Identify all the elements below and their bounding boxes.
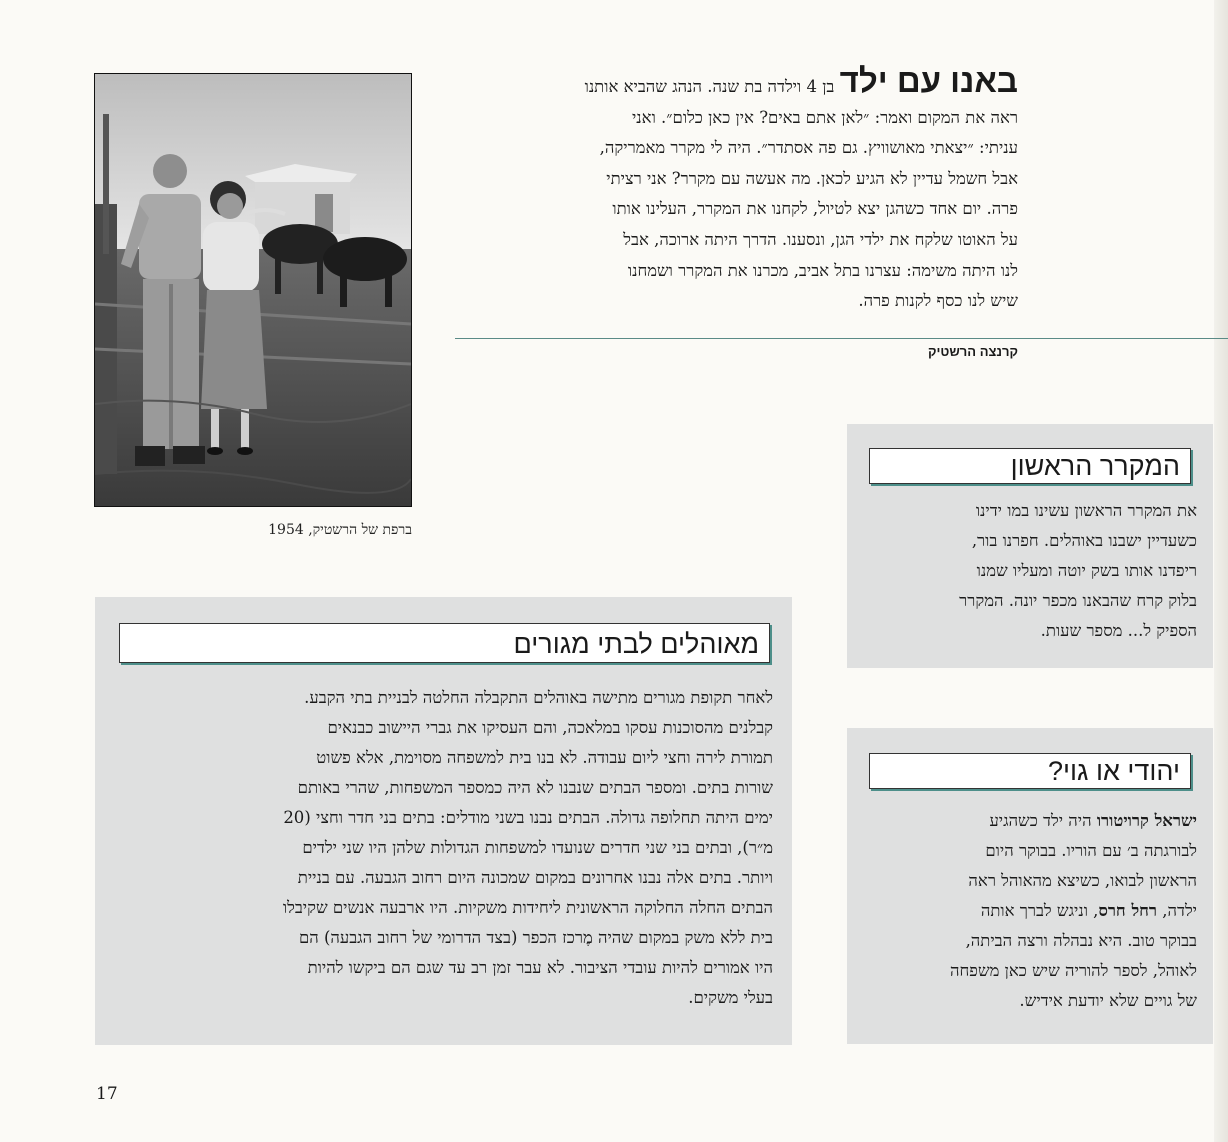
box-line: הראשון לבואו, כשיצא מהאוהל ראה (968, 871, 1197, 890)
box-line: הספיק ל... מספר שעות. (1040, 621, 1197, 640)
box-title: מאוהלים לבתי מגורים (119, 623, 770, 663)
box-line: תמורת לירה וחצי ליום עבודה. לא בנו בית למשפחה מסוימת, אלא פשוט (316, 748, 773, 767)
historical-photo (95, 74, 411, 506)
intro-line-2: ראה את המקום ואמר: ״לאן אתם באים? אין כאן כלום״. ואני (631, 107, 1018, 127)
page-edge (1214, 0, 1228, 1142)
box-body (863, 496, 1197, 646)
box-line: בלוק קרח שהבאנו מכפר יונה. המקרר (959, 591, 1197, 610)
divider-rule (455, 338, 1228, 339)
intro-line-4: אבל חשמל עדיין לא הגיע לכאן. מה אעשה עם מקרר? אני רציתי (606, 168, 1018, 188)
box-line: את המקרר הראשון עשינו במו ידינו (975, 501, 1197, 520)
box-line: ימים היתה תחלופה גדולה. הבתים נבנו בשני מודלים: בתים בני חדר וחצי (20 (283, 808, 773, 827)
box-line: בעלי משקים. (688, 988, 773, 1007)
person-name: רחל חרס (1098, 901, 1158, 920)
box-line: קבלנים מהסוכנות עסקו במלאכה, והם העסיקו את גברי היישוב כבנאים (327, 718, 773, 737)
box-line: מ״ר), ובתים בני שני חדרים שנועדו למשפחות הגדולות שלהן היו שני ילדים (302, 838, 773, 857)
box-line: בבוקר טוב. היא נבהלה ורצה הביתה, (965, 931, 1197, 950)
box-line: הבתים החלה החלוקה הראשונית ליחידות משקיות. היו ארבעה אנשים שקיבלו (282, 898, 773, 917)
box-body (117, 683, 773, 1013)
page-number: 17 (96, 1084, 118, 1104)
box-title: המקרר הראשון (869, 448, 1191, 484)
person-name: ישראל קרויטורו (1096, 811, 1197, 830)
box-line: שורות בתים. ומספר הבתים שנבנו לא היה כמספר המשפחות, שהרי באותם (297, 778, 773, 797)
box-line: ילדה, רחל חרס, וניגש לברך אותה (980, 901, 1197, 920)
sidebar-box-tents-to-houses (95, 597, 792, 1045)
box-line: ויותר. בתים אלה נבנו אחרונים במקום שמכונה היום רחוב הגבעה. עם בניית (297, 868, 773, 887)
author-name: קרנצה הרשטיק (927, 344, 1018, 359)
box-line: היו אמורים להיות עובדי הציבור. לא עבר זמן רב עד שגם הם ביקשו להיות (307, 958, 773, 977)
intro-line-6: על האוטו שלקח את ילדי הגן, ונסענו. הדרך היתה ארוכה, אבל (623, 229, 1018, 249)
photo-caption: ברפת של הרשטיק, 1954 (268, 522, 412, 538)
box-body (863, 806, 1197, 1016)
box-title: יהודי או גוי? (869, 753, 1191, 789)
intro-line-8: שיש לנו כסף לקנות פרה. (858, 291, 1018, 311)
photo-illustration (95, 74, 411, 506)
sidebar-box-jew-or-gentile (847, 728, 1213, 1044)
box-line: לבורגתה ב׳ עם הוריו. בבוקר היום (985, 841, 1197, 860)
intro-line-5: פרה. יום אחד כשהגן יצא לטיול, לקחנו את המקרר, העלינו אותו (612, 199, 1018, 219)
box-line: לאוהל, לספר להוריה שיש כאן משפחה (950, 961, 1197, 980)
intro-line-3: עניתי: ״יצאתי מאושוויץ. גם פה אסתדר״. היה לי מקרר מאמריקה, (599, 138, 1018, 158)
intro-title: באנו עם ילד (839, 62, 1018, 99)
intro-story (455, 62, 1018, 317)
box-line: לאחר תקופת מגורים מתישה באוהלים התקבלה החלטה לבניית בתי הקבע. (304, 688, 773, 707)
box-line: כשעדיין ישבנו באוהלים. חפרנו בור, (971, 531, 1197, 550)
box-line: בית ללא משק במקום שהיה מֶרכז הכפר (בצד הדרומי של רחוב הגבעה) הם (298, 928, 773, 947)
intro-line-1: באנו עם ילד בן 4 וילדה בת שנה. הנהג שהביא אותנו (584, 62, 1018, 99)
box-line: של גויים שלא יודעת אידיש. (1019, 991, 1197, 1010)
box-line: ישראל קרויטורו היה ילד כשהגיע (989, 811, 1197, 830)
sidebar-box-first-fridge (847, 424, 1213, 668)
intro-line-7: לנו היתה משימה: עצרנו בתל אביב, מכרנו את המקרר ושמחנו (627, 260, 1018, 280)
box-line: ריפדנו אותו בשק יוטה ומעליו שמנו (976, 561, 1197, 580)
